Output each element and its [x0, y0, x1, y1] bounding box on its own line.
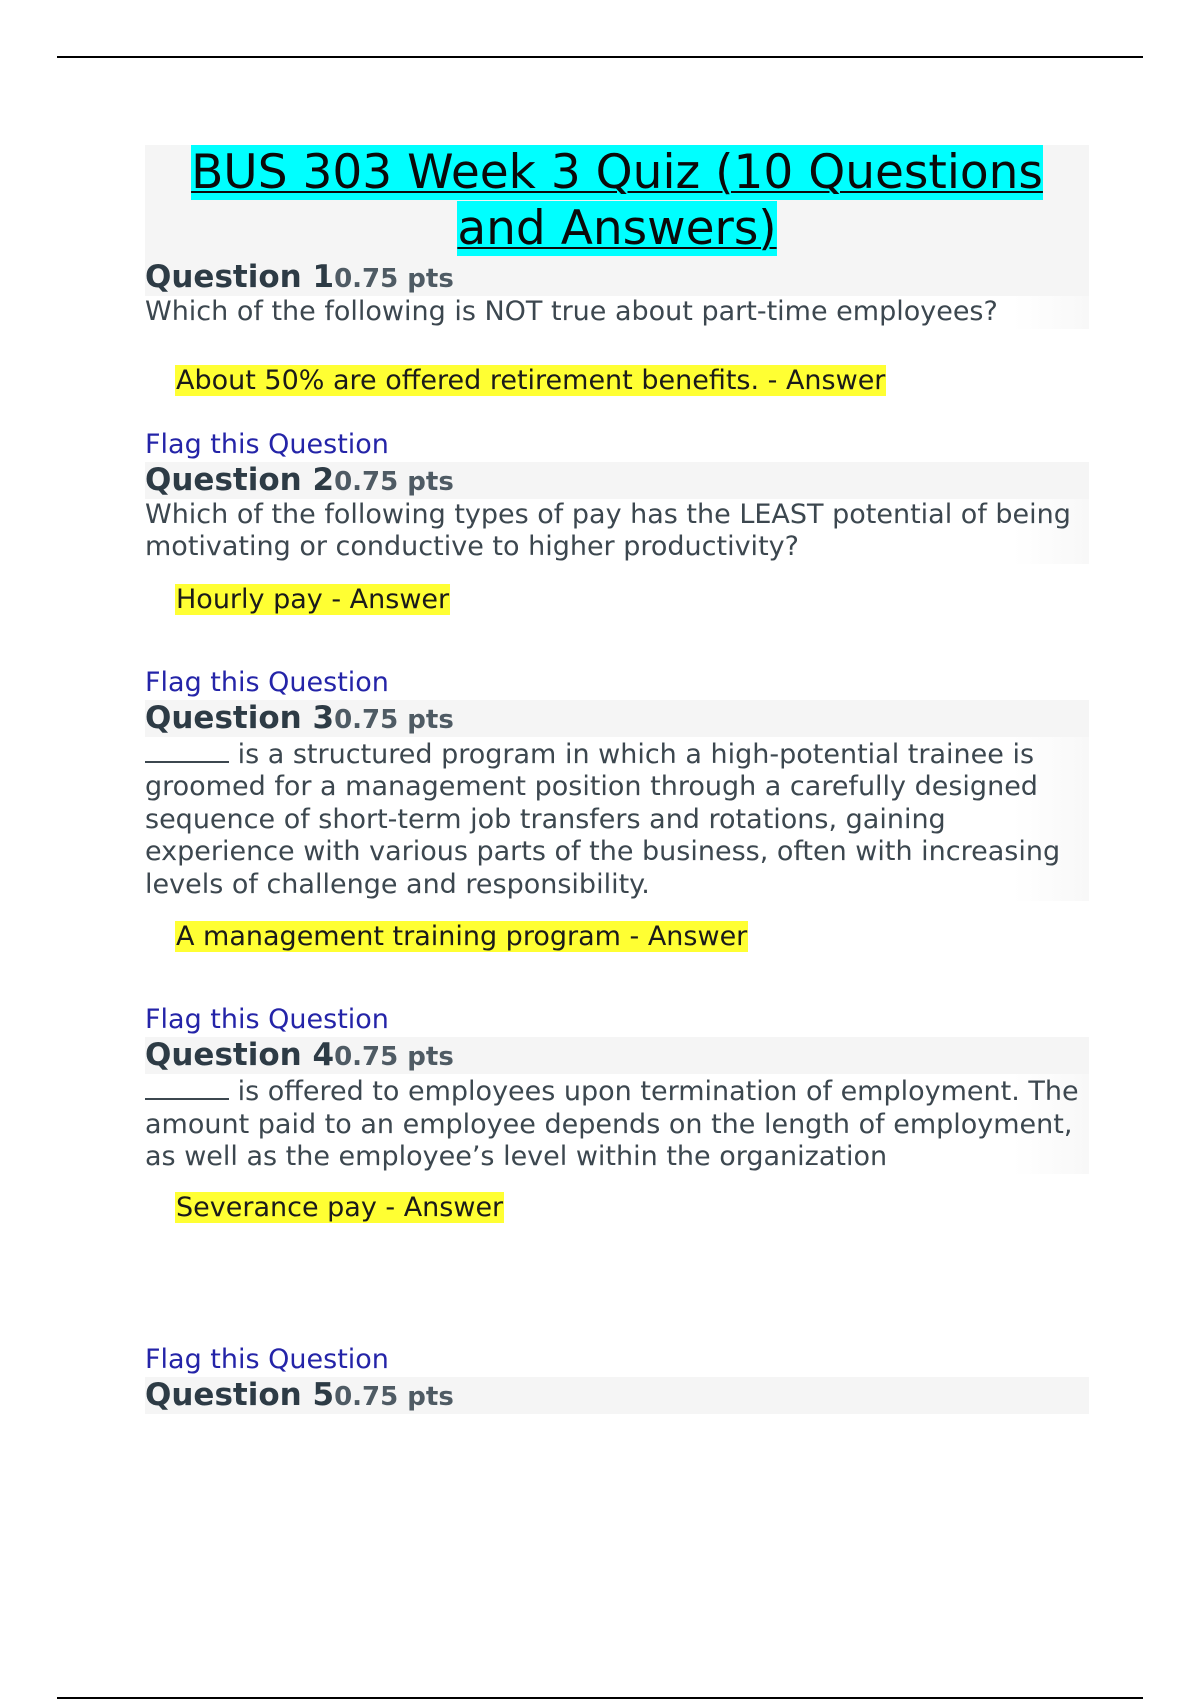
- question-header: [145, 259, 1089, 296]
- question-text-container: [145, 1074, 1089, 1174]
- question-text: is offered to employees upon termination of employment. The amount paid to an employee depends on the length of employment, as well as the employee’s level within the organization: [145, 1076, 1079, 1172]
- question-text: Which of the following types of pay has the LEAST potential of being motivating or conductive to higher productivity?: [145, 499, 1089, 564]
- question-header: [145, 462, 1089, 499]
- question-header: [145, 1377, 1089, 1414]
- question-label: Question 4: [145, 1037, 335, 1073]
- answer-highlight: Hourly pay - Answer: [176, 583, 450, 615]
- fill-in-blank: [145, 1074, 229, 1100]
- fill-in-blank: [145, 737, 229, 763]
- question-text: Which of the following is NOT true about part-time employees?: [145, 296, 1089, 329]
- answer-row: [145, 920, 1089, 954]
- quiz-document: [145, 145, 1089, 1414]
- document-title: BUS 303 Week 3 Quiz (10 Questions and Answers): [191, 145, 1043, 256]
- flag-question-link[interactable]: Flag this Question: [145, 666, 389, 698]
- answer-row: [145, 1191, 1089, 1225]
- title-block: [145, 145, 1089, 259]
- bottom-rule: [57, 1697, 1143, 1699]
- question-points: 0.75 pts: [334, 704, 454, 735]
- question-points: 0.75 pts: [334, 466, 454, 497]
- question-header: [145, 1037, 1089, 1074]
- question-label: Question 1: [145, 259, 335, 295]
- answer-highlight: Severance pay - Answer: [176, 1191, 504, 1223]
- question-points: 0.75 pts: [334, 1381, 454, 1412]
- question-label: Question 2: [145, 461, 335, 498]
- answer-highlight: About 50% are offered retirement benefits. - Answer: [176, 364, 886, 396]
- question-points: 0.75 pts: [334, 264, 454, 294]
- top-rule: [57, 56, 1143, 58]
- question-label: Question 5: [145, 1376, 335, 1413]
- flag-question-link[interactable]: Flag this Question: [145, 1004, 389, 1035]
- answer-row: [145, 364, 1089, 398]
- answer-row: [145, 583, 1089, 617]
- question-label: Question 3: [145, 699, 335, 736]
- question-text: is a structured program in which a high-potential trainee is groomed for a management position through a carefully designed sequence of short-term job transfers and rotations, gaining experience with various parts of the business, often with increasing levels of challenge and responsibility.: [145, 738, 1061, 900]
- question-points: 0.75 pts: [334, 1042, 454, 1072]
- answer-highlight: A management training program - Answer: [176, 921, 748, 952]
- flag-question-link[interactable]: Flag this Question: [145, 428, 389, 460]
- question-header: [145, 700, 1089, 737]
- question-text-container: [145, 737, 1089, 902]
- flag-question-link[interactable]: Flag this Question: [145, 1343, 389, 1375]
